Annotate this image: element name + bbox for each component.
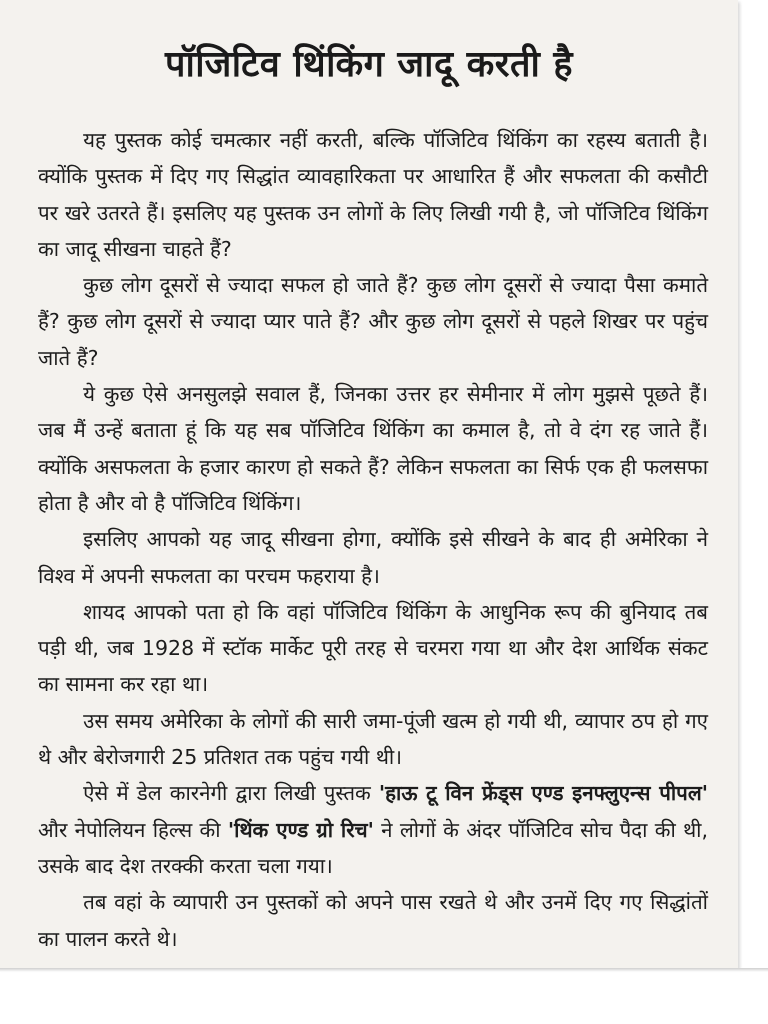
paragraph-5: शायद आपको पता हो कि वहां पॉजिटिव थिंकिंग के आधुनिक रूप की बुनियाद तब पड़ी थी, जब 1928 में स्टॉक मार्केट पूरी तरह से चरमरा गया था और देश आर्थिक संकट का सामना कर रहा था। (38, 599, 708, 697)
paragraph-2: कुछ लोग दूसरों से ज्यादा सफल हो जाते हैं? कुछ लोग दूसरों से ज्यादा पैसा कमाते हैं? कुछ लोग दूसरों से ज्यादा प्यार पाते हैं? और कुछ लोग दूसरों से पहले शिखर पर पहुंच जाते हैं? (38, 273, 708, 370)
book-title-2: 'थिंक एण्ड ग्रो रिच' (227, 817, 374, 842)
paragraph-7 (38, 775, 708, 884)
paragraph-8: तब वहां के व्यापारी उन पुस्तकों को अपने पास रखते थे और उनमें दिए गए सिद्धांतों का पालन करते थे। (38, 890, 708, 951)
body-text (38, 122, 708, 957)
paragraph-7-text-a: ऐसे में डेल कारनेगी द्वारा लिखी पुस्तक (83, 781, 379, 806)
paragraph-1: यह पुस्तक कोई चमत्कार नहीं करती, बल्कि पॉजिटिव थिंकिंग का रहस्य बताती है। क्योंकि पुस्तक में दिए गए सिद्धांत व्यावहारिकता पर आधारित हैं और सफलता की कसौटी पर खरे उतरते हैं। इसलिए यह पुस्तक उन लोगों के लिए लिखी गयी है, जो पॉजिटिव थिंकिंग का जादू सीखना चाहते हैं? (38, 128, 708, 261)
book-title-1: 'हाऊ टू विन फ्रेंड्स एण्ड इनफ्लुएन्स पीपल' (378, 781, 708, 806)
page-edge-shadow (0, 968, 768, 972)
paragraph-7-text-b: और नेपोलियन हिल्स की (38, 817, 228, 842)
paragraph-4: इसलिए आपको यह जादू सीखना होगा, क्योंकि इसे सीखने के बाद ही अमेरिका ने विश्व में अपनी सफलता का परचम फहराया है। (38, 527, 708, 588)
page-title: पॉजिटिव थिंकिंग जादू करती है (165, 44, 573, 85)
paragraph-7-text-c: ने लोगों के अंदर पॉजिटिव सोच पैदा की थी, उसके बाद देश तरक्की करता चला गया। (38, 817, 709, 878)
paragraph-3: ये कुछ ऐसे अनसुलझे सवाल हैं, जिनका उत्तर हर सेमीनार में लोग मुझसे पूछते हैं। जब मैं उन्हें बताता हूं कि यह सब पॉजिटिव थिंकिंग का कमाल है, तो वे दंग रह जाते हैं। क्योंकि असफलता के हजार कारण हो सकते हैं? लेकिन सफलता का सिर्फ एक ही फलसफा होता है और वो है पॉजिटिव थिंकिंग। (38, 382, 708, 515)
paragraph-6: उस समय अमेरिका के लोगों की सारी जमा-पूंजी खत्म हो गयी थी, व्यापार ठप हो गए थे और बेरोजगारी 25 प्रतिशत तक पहुंच गयी थी। (38, 708, 708, 770)
